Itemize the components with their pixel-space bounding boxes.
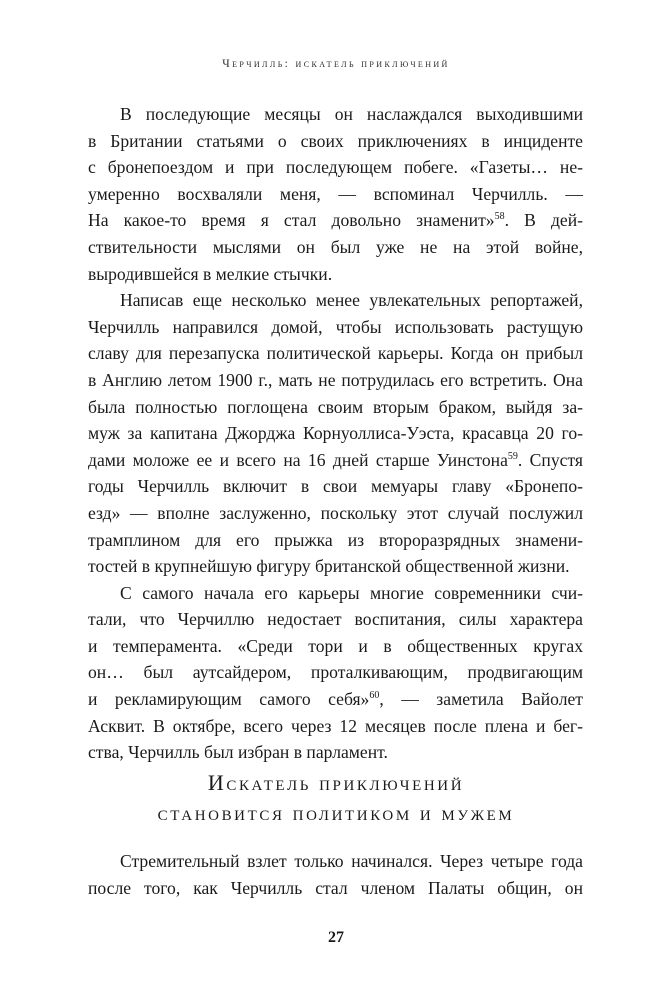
text-line: С самого начала его карьеры многие современники счи- — [120, 582, 583, 603]
paragraph — [88, 580, 583, 766]
text-line: с бронепоездом и при последующем побеге. «Газеты… не- — [88, 157, 583, 178]
text-line: и рекламирующим самого себя»$^{60}$, — заметила Вайолет — [88, 689, 583, 710]
text-line: На какое-то время я стал довольно знаменит»$^{58}$. В дей- — [88, 210, 583, 231]
text-line: муж за капитана Джорджа Корнуоллиса-Уэста, красавца 20 го- — [88, 423, 583, 444]
text-line: выродившейся в мелкие стычки. — [88, 263, 333, 284]
text-line: В последующие месяцы он наслаждался выходившими — [120, 104, 583, 124]
section-heading — [0, 768, 672, 828]
text-line: дами моложе ее и всего на 16 дней старше Уинстона$^{59}$. Спустя — [88, 449, 583, 470]
text-line: в Англию летом 1900 г., мать не потрудилась его встретить. Она — [88, 369, 583, 390]
text-line: трамплином для его прыжка из второразрядных знамени- — [88, 529, 583, 550]
paragraph — [88, 101, 583, 287]
body-text-bottom — [88, 848, 583, 901]
text-line: тостей в крупнейшую фигуру британской общественной жизни. — [88, 556, 570, 577]
text-line: в Британии статьями о своих приключениях в инциденте — [88, 130, 583, 151]
text-line: и темперамента. «Среди тори и в общественных кругах — [88, 635, 583, 656]
section-heading-line-1: Искатель приключений — [207, 770, 465, 795]
text-line: ства, Черчилль был избран в парламент. — [88, 742, 388, 763]
text-line: Черчилль направился домой, чтобы использовать растущую — [88, 316, 583, 337]
text-line: тали, что Черчиллю недостает воспитания, силы характера — [88, 609, 583, 630]
text-line: ствительности мыслями он был уже не на этой войне, — [88, 236, 583, 257]
page-number: 27 — [328, 929, 344, 946]
text-line: езд» — вполне заслуженно, поскольку этот случай послужил — [88, 502, 583, 523]
text-line: годы Черчилль включит в свои мемуары главу «Бронепо- — [88, 476, 583, 497]
text-line: после того, как Черчилль стал членом Палаты общин, он — [88, 877, 583, 898]
paragraph — [88, 848, 583, 901]
section-heading-line-2: становится политиком и мужем — [157, 800, 515, 825]
text-line: была полностью поглощена своим вторым браком, выйдя за- — [88, 396, 583, 417]
running-head: Черчилль: искатель приключений — [222, 58, 450, 70]
text-line: умеренно восхваляли меня, — вспоминал Черчилль. — — [88, 183, 583, 204]
text-line: Асквит. В октябре, всего через 12 месяцев после плена и бег- — [88, 715, 583, 736]
footnote-marker: 58 — [494, 211, 505, 223]
text-line: славу для перезапуска политической карьеры. Когда он прибыл — [88, 343, 583, 364]
text-line: он… был аутсайдером, проталкивающим, продвигающим — [88, 662, 583, 683]
text-line: Стремительный взлет только начинался. Через четыре года — [120, 851, 583, 871]
text-line: Написав еще несколько менее увлекательных репортажей, — [120, 290, 583, 311]
paragraph — [88, 287, 583, 580]
footnote-marker: 60 — [369, 690, 380, 702]
body-text-top — [88, 101, 583, 766]
footnote-marker: 59 — [507, 450, 518, 462]
